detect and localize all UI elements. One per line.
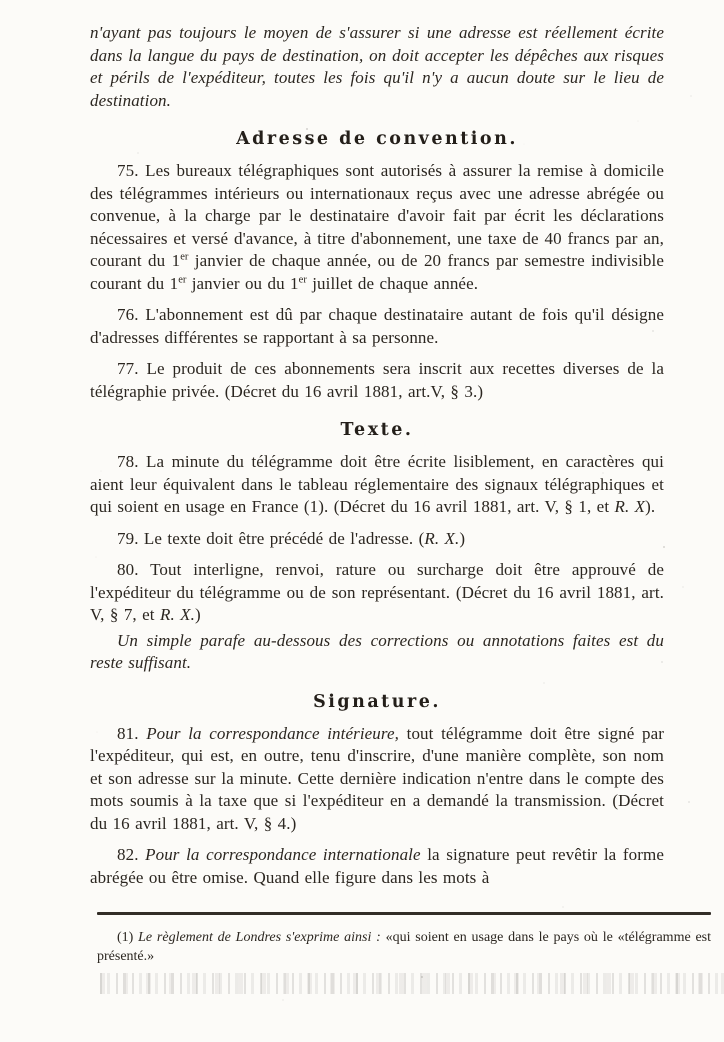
article-76-text: L'abonnement est dû par chaque destinataire autant de fois qu'il désigne d'adresses différentes se rapportant à sa personne.	[90, 305, 664, 347]
footnote-quote-text: «qui soient en usage dans le pays où le «télégramme est présenté.»	[97, 929, 712, 964]
footnote-number: (1)	[117, 929, 134, 945]
footnote-block	[97, 912, 711, 967]
scan-artifact-band	[100, 973, 724, 994]
article-75-text: janvier de chaque année, ou de 20 francs par semestre indivisible courant du 1	[90, 251, 664, 293]
article-78	[90, 451, 664, 519]
article-77	[90, 358, 664, 403]
superscript-er: er	[178, 273, 187, 285]
article-76	[90, 304, 664, 349]
article-79	[90, 528, 664, 551]
footnote	[97, 928, 711, 967]
article-79-number: 79.	[117, 528, 139, 548]
article-79-text: Le texte doit être précédé de l'adresse. (	[143, 528, 425, 548]
article-80	[90, 559, 664, 627]
article-81-lead-italic: Pour la correspondance intérieure,	[146, 723, 399, 743]
article-75-number: 75.	[117, 161, 139, 180]
article-77-text: Le produit de ces abonnements sera inscrit aux recettes diverses de la télégraphie privée. (Décret du 16 avril 1881, art.V, § 3.)	[90, 359, 664, 401]
page-text-block	[90, 22, 664, 889]
footnote-italic-text: Le règlement de Londres s'exprime ainsi :	[138, 929, 381, 945]
article-75-text: juillet de chaque année.	[306, 273, 479, 293]
article-78-text: La minute du télégramme doit être écrite lisiblement, en caractères qui aient leur équivalent dans le tableau réglementaire des signaux télégraphiques et qui soient en usage en France (1). (Décret du 16 avril 1881, art. V, § 1, et	[90, 452, 664, 516]
article-76-number: 76.	[117, 305, 139, 324]
article-80-remark: Un simple parafe au-dessous des corrections ou annotations faites est du reste suffisant.	[90, 630, 664, 672]
article-82-number: 82.	[117, 845, 139, 864]
article-78-reference-italic: R. X	[614, 497, 646, 516]
article-80-text: Tout interligne, renvoi, rature ou surcharge doit être approuvé de l'expéditeur du télégramme ou de son représentant. (Décret du 16 avril 1881, art. V, § 7, et	[90, 560, 665, 624]
article-82-text: la signature peut revêtir la forme abrégée ou être omise. Quand elle figure dans les mots à	[90, 845, 664, 887]
article-75-text: Les bureaux télégraphiques sont autorisés à assurer la remise à domicile des télégrammes intérieurs ou internationaux reçus avec une adresse abrégée ou convenue, à la charge par le destinataire d'avoir fait par écrit les déclarations nécessaires et versé d'avance, à titre d'abonnement, une taxe de 40 francs par an, courant du 1	[90, 161, 664, 270]
article-79-reference-italic: R. X.	[424, 528, 460, 548]
article-82	[90, 844, 664, 889]
superscript-er: er	[180, 251, 189, 263]
article-77-number: 77.	[117, 359, 139, 378]
article-81	[90, 723, 664, 836]
article-79-text: )	[459, 528, 466, 548]
section-heading-texte: Texte.	[340, 420, 414, 440]
superscript-er: er	[298, 273, 307, 285]
section-heading-adresse-de-convention: Adresse de convention.	[236, 129, 518, 149]
intro-paragraph-continuation: n'ayant pas toujours le moyen de s'assurer si une adresse est réellement écrite dans la langue du pays de destination, on doit accepter les dépêches aux risques et périls de l'expéditeur, toutes les fois qu'il n'y a aucun doute sur le lieu de destination.	[90, 23, 664, 110]
article-75	[90, 160, 664, 295]
article-80-text: )	[195, 605, 201, 624]
article-80-reference-italic: R. X.	[159, 605, 195, 624]
article-78-number: 78.	[117, 452, 139, 471]
article-75-text: janvier ou du 1	[186, 273, 299, 293]
article-81-number: 81.	[117, 723, 139, 743]
footnote-separator-rule	[97, 912, 711, 915]
article-80-number: 80.	[117, 560, 139, 579]
article-78-text: ).	[645, 497, 656, 516]
article-81-text: tout télégramme doit être signé par l'expéditeur, qui est, en outre, tenu d'inscrire, d'une manière complète, son nom et son adresse sur la minute. Cette dernière indication n'entre dans le compte des mots soumis à la taxe que si l'expéditeur en a demandé la transmission. (Décret du 16 avril 1881, art. V, § 4.)	[90, 723, 664, 833]
article-82-lead-italic: Pour la correspondance internationale	[145, 845, 421, 864]
section-heading-signature: Signature.	[313, 691, 441, 712]
